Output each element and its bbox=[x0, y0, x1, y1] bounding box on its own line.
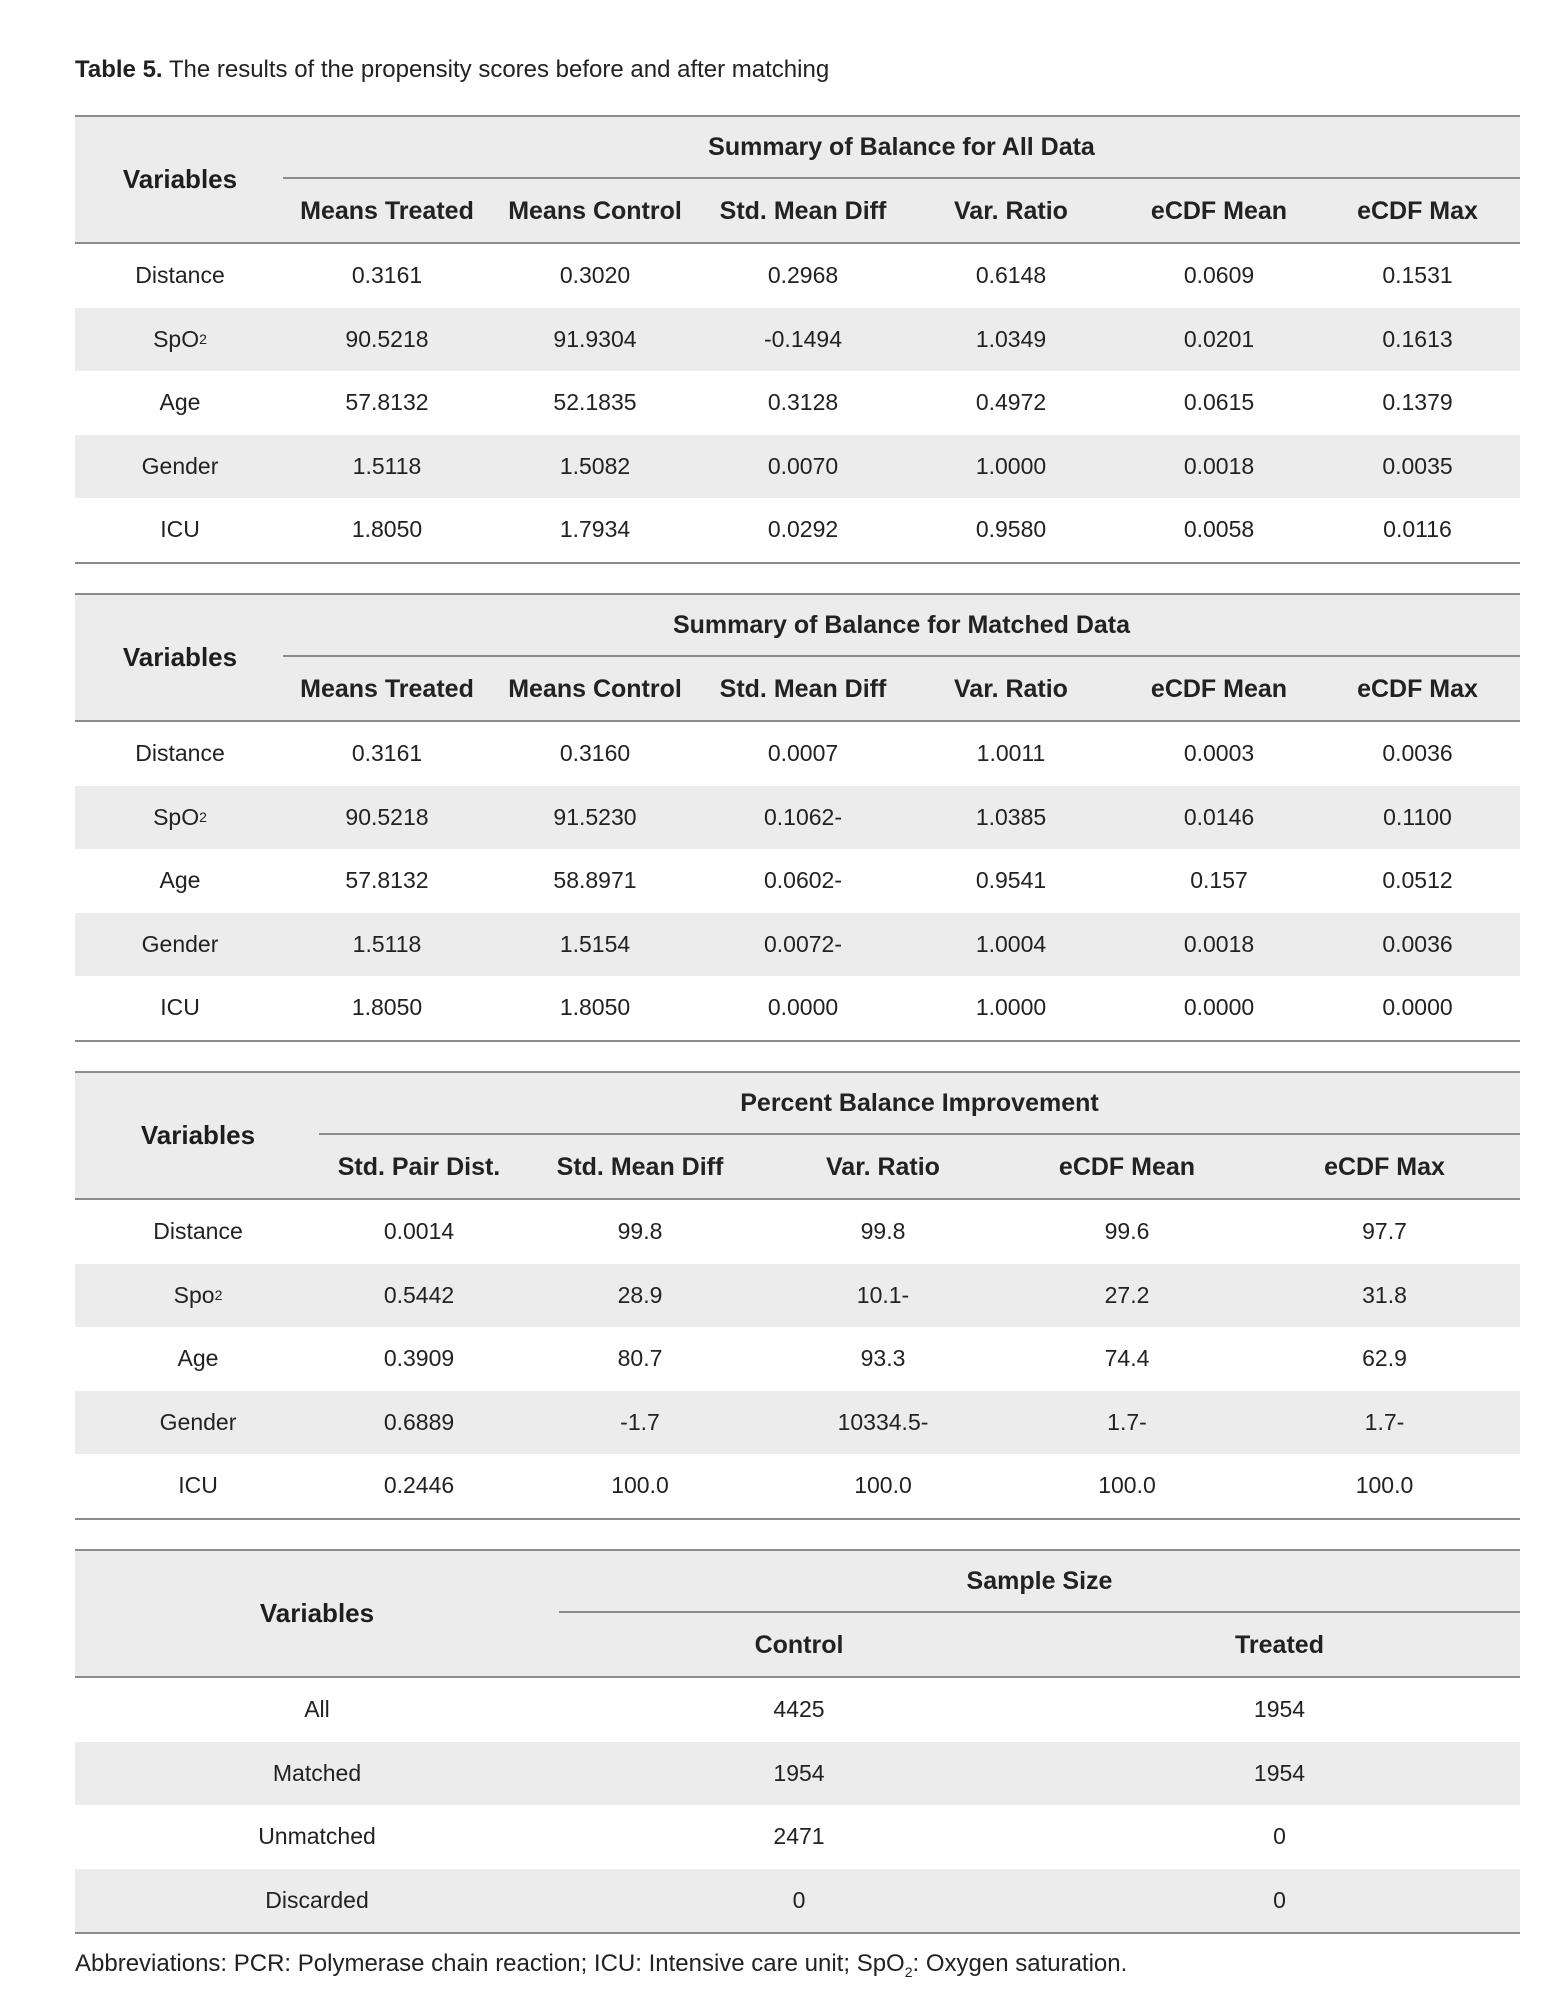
row-variable bbox=[75, 722, 285, 786]
table-cell: 0.4972 bbox=[975, 389, 1047, 416]
table-cell: 0 bbox=[792, 1886, 806, 1913]
variable-name: SpO bbox=[153, 803, 200, 830]
variable-name: ICU bbox=[178, 1472, 218, 1499]
table-cell: 0.0058 bbox=[1183, 516, 1255, 543]
table-cell: 0.0292 bbox=[767, 516, 839, 543]
variable-subscript: 2 bbox=[214, 1287, 223, 1304]
table-row bbox=[75, 1805, 1520, 1869]
table-cell: 0.0070 bbox=[767, 452, 839, 479]
row-variable bbox=[75, 786, 285, 850]
table-cell: 0.0116 bbox=[1383, 516, 1452, 543]
table-row bbox=[75, 722, 1520, 786]
table-cell: 57.8132 bbox=[345, 389, 429, 416]
table-cell: 57.8132 bbox=[345, 867, 429, 894]
table-cell: 0.0036 bbox=[1382, 740, 1453, 767]
table-row bbox=[75, 1678, 1520, 1742]
table-cell: 31.8 bbox=[1362, 1281, 1407, 1308]
column-header: Means Control bbox=[508, 674, 682, 703]
table-row bbox=[75, 1869, 1520, 1933]
table-cell: 90.5218 bbox=[345, 325, 429, 352]
table-cell: 99.8 bbox=[617, 1218, 663, 1245]
row-variable bbox=[75, 1678, 559, 1742]
table-cell: 1.5118 bbox=[352, 452, 422, 479]
table-cell: 0.0072- bbox=[763, 930, 842, 957]
variable-name: Unmatched bbox=[258, 1823, 376, 1850]
table-cell: 91.5230 bbox=[553, 803, 637, 830]
table-row bbox=[75, 308, 1520, 372]
group-title: Summary of Balance for Matched Data bbox=[283, 595, 1520, 657]
variable-name: Age bbox=[159, 389, 201, 416]
variable-name: ICU bbox=[160, 994, 200, 1021]
table-row bbox=[75, 1742, 1520, 1806]
table-header bbox=[75, 595, 1520, 722]
table-cell: 97.7 bbox=[1362, 1218, 1407, 1245]
table-cell: 0.0000 bbox=[1183, 994, 1255, 1021]
row-variable bbox=[75, 1200, 321, 1264]
table-cell: -0.1494 bbox=[763, 325, 842, 352]
table-row bbox=[75, 371, 1520, 435]
row-variable bbox=[75, 1742, 559, 1806]
table-cell: 4425 bbox=[773, 1696, 825, 1723]
table-cell: 0.0201 bbox=[1183, 325, 1255, 352]
table-cell: 1954 bbox=[1253, 1696, 1306, 1723]
variable-name: Age bbox=[177, 1345, 219, 1372]
table-cell: 1.0000 bbox=[975, 994, 1047, 1021]
table-cell: 1.0349 bbox=[975, 325, 1047, 352]
table-cell: 1954 bbox=[773, 1759, 825, 1786]
column-header: Treated bbox=[1235, 1630, 1324, 1659]
table-cell: 0 bbox=[1273, 1823, 1286, 1850]
table-cell: 0.0018 bbox=[1183, 930, 1255, 957]
table-cell: 0.0036 bbox=[1382, 930, 1453, 957]
table-cell: 0.3160 bbox=[559, 740, 631, 767]
table-row bbox=[75, 498, 1520, 562]
row-variable bbox=[75, 1805, 559, 1869]
row-variable bbox=[75, 849, 285, 913]
table-cell: 1.0000 bbox=[975, 452, 1047, 479]
table-cell: 52.1835 bbox=[553, 389, 637, 416]
table-cell: 0.0146 bbox=[1183, 803, 1255, 830]
table-cell: 27.2 bbox=[1104, 1281, 1150, 1308]
variable-name: Spo bbox=[173, 1281, 215, 1308]
table-balance-all-data bbox=[75, 115, 1520, 564]
table-percent-balance-improvement bbox=[75, 1071, 1520, 1520]
table-cell: 0.9541 bbox=[975, 867, 1047, 894]
column-header: Std. Mean Diff bbox=[719, 196, 887, 225]
variables-header: Variables bbox=[140, 1120, 256, 1150]
table-header bbox=[75, 1551, 1520, 1678]
variable-name: ICU bbox=[160, 516, 200, 543]
table-cell: 0.1100 bbox=[1383, 803, 1452, 830]
variable-name: Discarded bbox=[265, 1886, 369, 1913]
table-cell: 0.0003 bbox=[1183, 740, 1255, 767]
table-cell: 91.9304 bbox=[553, 325, 637, 352]
table-row bbox=[75, 435, 1520, 499]
column-header: Means Treated bbox=[300, 196, 474, 225]
variable-name: Gender bbox=[159, 1408, 237, 1435]
table-cell: 1.7- bbox=[1364, 1408, 1405, 1435]
table-cell: 0.1062- bbox=[763, 803, 842, 830]
table-cell: 80.7 bbox=[617, 1345, 663, 1372]
table-cell: 0.0512 bbox=[1382, 867, 1453, 894]
table-cell: 0.2446 bbox=[383, 1472, 455, 1499]
row-variable bbox=[75, 913, 285, 977]
abbreviations-footnote: Abbreviations: PCR: Polymerase chain reaction; ICU: Intensive care unit; SpO$_2$: Oxygen saturation. bbox=[75, 1950, 1128, 1980]
table-cell: 0.5442 bbox=[383, 1281, 455, 1308]
table-cell: 1.5082 bbox=[559, 452, 631, 479]
row-variable bbox=[75, 1264, 321, 1328]
table-cell: 10.1- bbox=[856, 1281, 910, 1308]
table-cell: 1.0385 bbox=[975, 803, 1047, 830]
table-cell: 1.7- bbox=[1107, 1408, 1147, 1435]
table-cell: 1.7934 bbox=[559, 516, 631, 543]
table-cell: 100.0 bbox=[854, 1472, 912, 1499]
table-cell: 1.8050 bbox=[351, 994, 423, 1021]
table-cell: 1.0004 bbox=[975, 930, 1047, 957]
table-cell: 0.3161 bbox=[351, 740, 423, 767]
column-header: eCDF Max bbox=[1324, 1152, 1445, 1181]
variable-name: Distance bbox=[153, 1218, 243, 1245]
row-variable bbox=[75, 1391, 321, 1455]
table-cell: 0.6148 bbox=[975, 262, 1047, 289]
table-cell: 1.0011 bbox=[976, 740, 1046, 767]
column-header: Means Control bbox=[508, 196, 682, 225]
table-header bbox=[75, 1073, 1520, 1200]
table-cell: 0.0000 bbox=[767, 994, 839, 1021]
table-cell: 0 bbox=[1273, 1886, 1286, 1913]
table-cell: 0.0018 bbox=[1183, 452, 1255, 479]
table-cell: 74.4 bbox=[1104, 1345, 1150, 1372]
group-title: Summary of Balance for All Data bbox=[283, 117, 1520, 179]
table-cell: 0.9580 bbox=[975, 516, 1047, 543]
table-cell: 0.1531 bbox=[1382, 262, 1453, 289]
table-cell: 0.157 bbox=[1190, 867, 1248, 894]
table-cell: 100.0 bbox=[611, 1472, 669, 1499]
variables-header: Variables bbox=[122, 642, 238, 672]
row-variable bbox=[75, 1327, 321, 1391]
column-header: Means Treated bbox=[300, 674, 474, 703]
table-cell: 0.6889 bbox=[383, 1408, 455, 1435]
row-variable bbox=[75, 498, 285, 562]
table-cell: 99.6 bbox=[1104, 1218, 1150, 1245]
row-variable bbox=[75, 371, 285, 435]
table-cell: 28.9 bbox=[617, 1281, 663, 1308]
table-cell: 2471 bbox=[773, 1823, 825, 1850]
variable-name: Gender bbox=[141, 930, 219, 957]
table-cell: 0.3161 bbox=[351, 262, 423, 289]
caption-text: The results of the propensity scores before and after matching bbox=[168, 56, 830, 83]
row-variable bbox=[75, 976, 285, 1040]
table-row bbox=[75, 849, 1520, 913]
table-cell: 0.3128 bbox=[767, 389, 839, 416]
table-cell: 1.5118 bbox=[352, 930, 422, 957]
table-cell: 100.0 bbox=[1355, 1472, 1414, 1499]
group-title: Sample Size bbox=[559, 1551, 1520, 1613]
table-cell: 0.0000 bbox=[1382, 994, 1453, 1021]
table-cell: 0.1379 bbox=[1382, 389, 1453, 416]
table-row bbox=[75, 1264, 1520, 1328]
table-cell: 0.1613 bbox=[1382, 325, 1453, 352]
table-cell: 1.5154 bbox=[559, 930, 631, 957]
variables-header: Variables bbox=[122, 164, 238, 194]
variable-name: All bbox=[304, 1696, 330, 1723]
table-cell: 93.3 bbox=[860, 1345, 906, 1372]
column-header: Std. Mean Diff bbox=[556, 1152, 724, 1181]
table-row bbox=[75, 1454, 1520, 1518]
variable-name: SpO bbox=[153, 325, 200, 352]
variables-header: Variables bbox=[259, 1598, 375, 1628]
table-cell: 0.3909 bbox=[383, 1345, 455, 1372]
table-cell: 1954 bbox=[1253, 1759, 1306, 1786]
variable-name: Distance bbox=[135, 262, 225, 289]
column-header: Var. Ratio bbox=[954, 196, 1068, 225]
table-row bbox=[75, 913, 1520, 977]
caption-label: Table 5. bbox=[75, 56, 163, 83]
row-variable bbox=[75, 308, 285, 372]
table-cell: 0.0615 bbox=[1183, 389, 1255, 416]
column-header: Var. Ratio bbox=[826, 1152, 940, 1181]
table-row bbox=[75, 244, 1520, 308]
table-row bbox=[75, 1327, 1520, 1391]
row-variable bbox=[75, 1869, 559, 1933]
column-header: Std. Pair Dist. bbox=[337, 1152, 501, 1181]
table-cell: 1.8050 bbox=[351, 516, 423, 543]
table-caption bbox=[75, 56, 829, 84]
row-variable bbox=[75, 1454, 321, 1518]
column-header: eCDF Max bbox=[1357, 196, 1478, 225]
table-row bbox=[75, 1200, 1520, 1264]
variable-name: Gender bbox=[141, 452, 219, 479]
column-header: eCDF Mean bbox=[1058, 1152, 1196, 1181]
column-header: Var. Ratio bbox=[954, 674, 1068, 703]
table-row bbox=[75, 976, 1520, 1040]
variable-subscript: 2 bbox=[199, 331, 207, 348]
table-cell: 90.5218 bbox=[345, 803, 429, 830]
column-header: Control bbox=[754, 1630, 844, 1659]
table-cell: 0.2968 bbox=[767, 262, 839, 289]
column-header: eCDF Max bbox=[1357, 674, 1478, 703]
table-row bbox=[75, 1391, 1520, 1455]
variable-name: Distance bbox=[135, 740, 225, 767]
column-header: eCDF Mean bbox=[1150, 674, 1288, 703]
table-cell: -1.7 bbox=[620, 1408, 660, 1435]
row-variable bbox=[75, 435, 285, 499]
table-cell: 58.8971 bbox=[553, 867, 637, 894]
variable-name: Matched bbox=[272, 1759, 362, 1786]
table-header bbox=[75, 117, 1520, 244]
table-cell: 100.0 bbox=[1098, 1472, 1156, 1499]
variable-name: Age bbox=[159, 867, 201, 894]
table-cell: 0.0609 bbox=[1183, 262, 1255, 289]
variable-subscript: 2 bbox=[199, 809, 207, 826]
table-cell: 0.0007 bbox=[767, 740, 839, 767]
table-cell: 0.0035 bbox=[1382, 452, 1453, 479]
table-cell: 0.3020 bbox=[559, 262, 631, 289]
table-cell: 99.8 bbox=[860, 1218, 906, 1245]
column-header: Std. Mean Diff bbox=[719, 674, 887, 703]
table-sample-size bbox=[75, 1549, 1520, 1934]
table-cell: 62.9 bbox=[1362, 1345, 1407, 1372]
table-balance-matched-data bbox=[75, 593, 1520, 1042]
group-title: Percent Balance Improvement bbox=[319, 1073, 1520, 1135]
table-cell: 10334.5- bbox=[837, 1408, 929, 1435]
table-cell: 0.0014 bbox=[383, 1218, 455, 1245]
column-header: eCDF Mean bbox=[1150, 196, 1288, 225]
table-cell: 1.8050 bbox=[559, 994, 631, 1021]
row-variable bbox=[75, 244, 285, 308]
table-cell: 0.0602- bbox=[763, 867, 842, 894]
table-row bbox=[75, 786, 1520, 850]
